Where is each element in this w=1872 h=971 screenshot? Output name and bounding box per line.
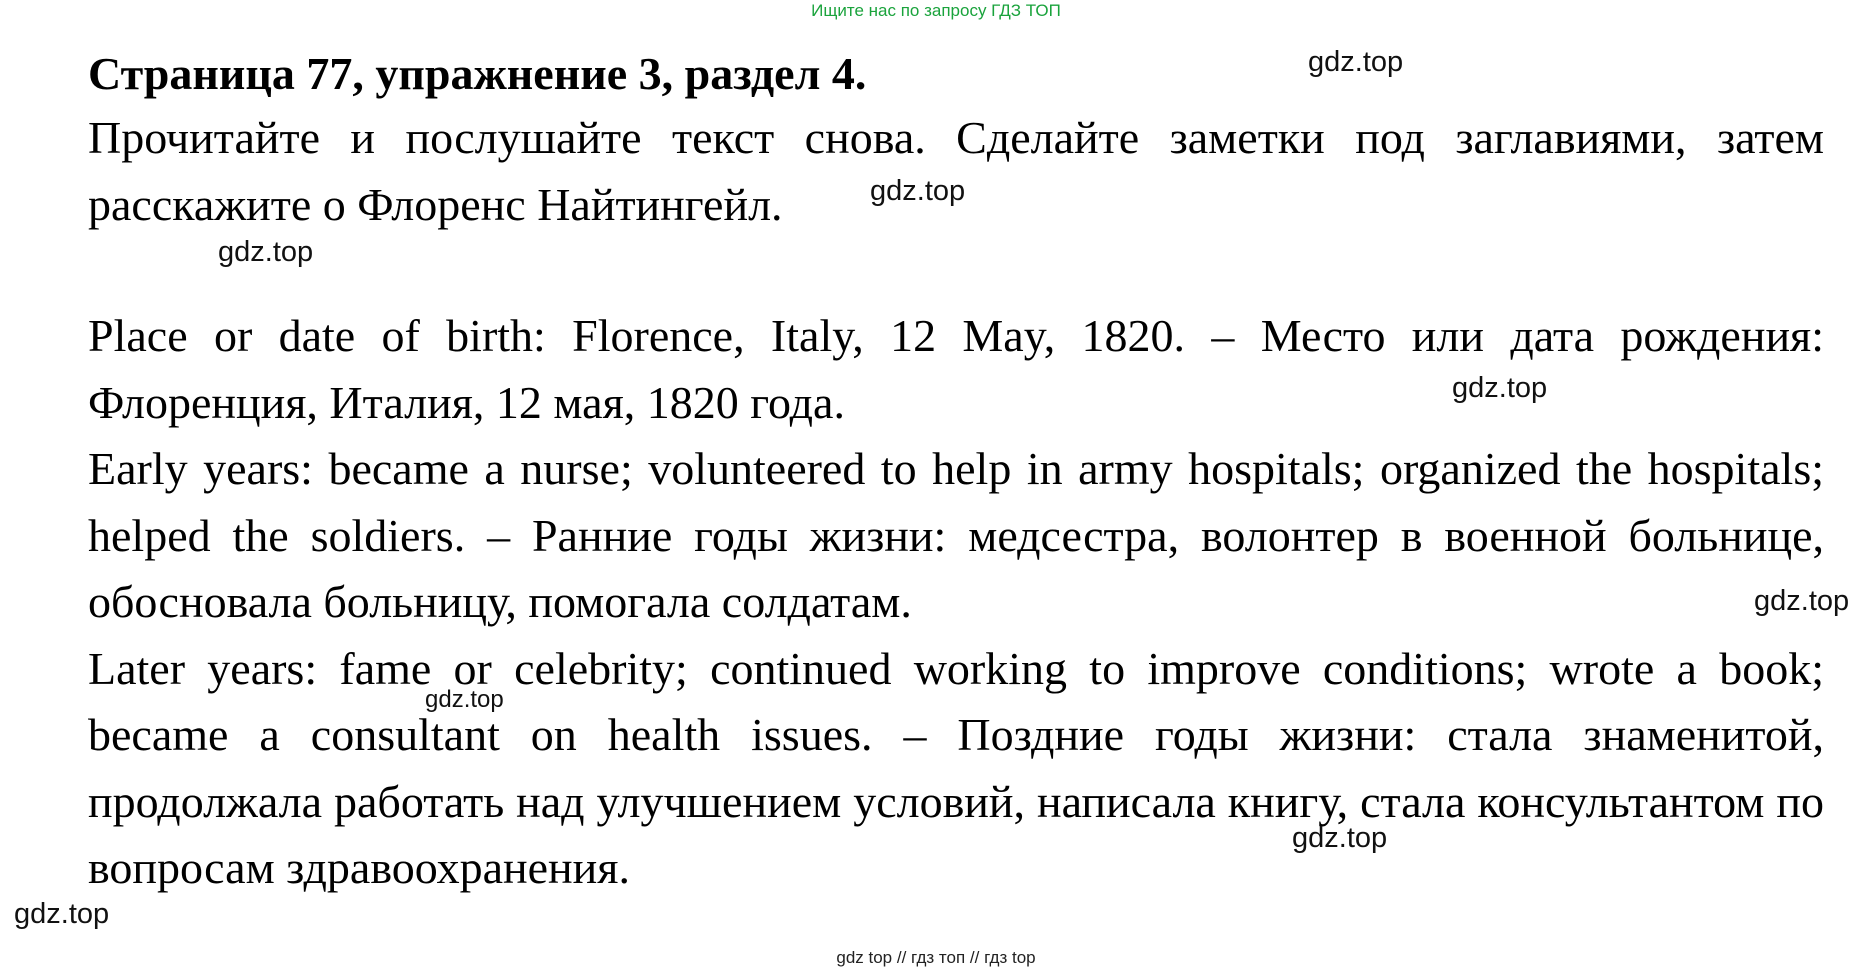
footer-link[interactable]: гдз топ: [911, 948, 966, 967]
watermark: gdz.top: [870, 175, 966, 207]
page-title: Страница 77, упражнение 3, раздел 4.: [88, 48, 867, 99]
header-search-link[interactable]: Ищите нас по запросу ГДЗ ТОП: [811, 1, 1061, 20]
watermark: gdz.top: [1754, 585, 1850, 617]
watermark: gdz.top: [425, 686, 504, 713]
note-early-years: Early years: became a nurse; volunteered to help in army hospitals; organized the hospitals; helped the soldiers. – Ранние годы жизни: медсестра, волонтер в военной больнице, обосновала больницу, помогала солдатам.: [88, 443, 1824, 627]
watermark: gdz.top: [1308, 46, 1404, 78]
note-later-years: Later years: fame or celebrity; continued working to improve conditions; wrote a book; became a consultant on health issues. – Поздние годы жизни: стала знаменитой, продолжала работать над улучшением условий, написала книгу, стала консультантом по вопросам здравоохранения.: [88, 642, 1824, 893]
note-birth: Place or date of birth: Florence, Italy, 12 May, 1820. – Место или дата рождения: Флоренция, Италия, 12 мая, 1820 года.: [88, 310, 1824, 428]
footer-separator: //: [896, 948, 907, 967]
notes-section: [88, 303, 1824, 902]
watermark: gdz.top: [1452, 372, 1548, 404]
footer-links: [0, 948, 1872, 968]
watermark: gdz.top: [14, 898, 110, 930]
watermark: gdz.top: [218, 236, 314, 268]
instructions-text: Прочитайте и послушайте текст снова. Сделайте заметки под заглавиями, затем расскажите о Флоренс Найтингейл.: [88, 112, 1824, 230]
footer-separator: //: [969, 948, 980, 967]
watermark: gdz.top: [1292, 822, 1388, 854]
footer-link[interactable]: гдз top: [984, 948, 1036, 967]
footer-link[interactable]: gdz top: [836, 948, 893, 967]
